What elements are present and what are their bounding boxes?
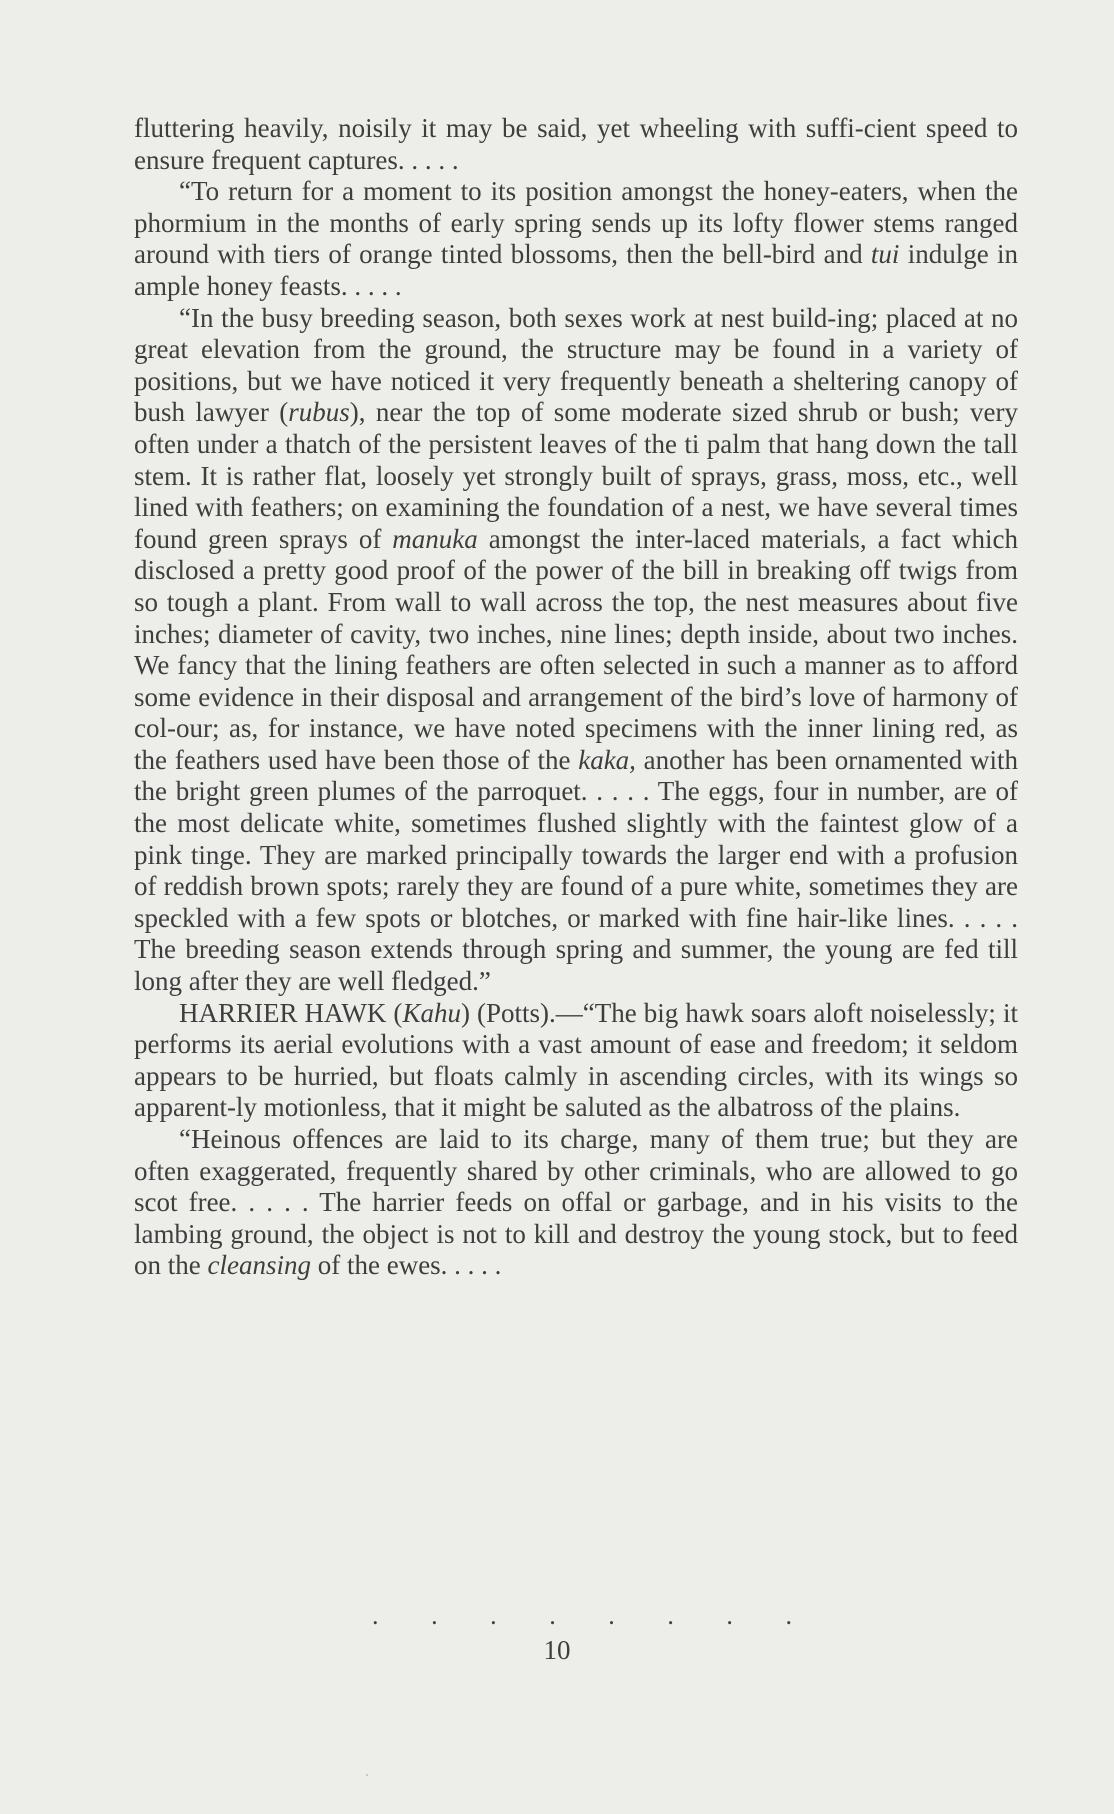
italic-term: manuka [392, 523, 478, 554]
italic-term: rubus [288, 397, 350, 428]
ellipsis-dot: . [608, 1601, 615, 1630]
paragraph [134, 113, 1018, 176]
ellipsis-dot: . [785, 1601, 792, 1630]
ellipsis-dot: . [431, 1601, 438, 1630]
text-run: of the ewes. . . . . [310, 1250, 502, 1281]
paragraph [134, 303, 1018, 998]
ellipsis-dot: . [549, 1601, 556, 1630]
paragraph [134, 176, 1018, 302]
italic-term: tui [870, 239, 900, 270]
text-run: “Heinous offences are laid to its charge, many of them true; but they are often exaggerated, frequently shared by other criminals, who are allowed to go scot free. . . . . The harrier feeds on offal or garbage, and in his visits to the lambing ground, the object is not to kill and destroy the young stock, but to feed on the [134, 1124, 1018, 1281]
text-run: fluttering heavily, noisily it may be said, yet wheeling with suffi-cient speed to ensure frequent captures. . . . . [134, 113, 1018, 175]
ellipsis-dot: . [372, 1601, 379, 1630]
body-text [134, 113, 1018, 1282]
text-run: “To return for a moment to its position amongst the honey-eaters, when the phormium in the months of early spring sends up its lofty flower stems ranged around with tiers of orange tinted blossoms, then the bell-bird and [134, 176, 1018, 270]
italic-term: Kahu [402, 997, 461, 1028]
ellipsis-dot: . [667, 1601, 674, 1630]
text-run: another has been ornamented with the bright green plumes of the parroquet. . . . . The eggs, four in number, are of the most delicate white, sometimes flushed slightly with the faintest glow of a pink tinge. They are marked principally towards the larger end with a profusion of reddish brown spots; rarely they are found of a pure white, sometimes they are speckled with a few spots or blotches, or marked with fine hair-like lines. . . . . The breeding season extends through spring and summer, the young are fed till long after they are well fledged.” [134, 744, 1018, 997]
text-run: “In the busy breeding season, both sexes work at nest build-ing; placed at no great elevation from the ground, the structure may be found in a variety of positions, but we have noticed it very frequently beneath a sheltering canopy of bush lawyer ( [134, 302, 1018, 428]
paragraph [134, 998, 1018, 1124]
text-run: HARRIER HAWK ( [179, 997, 403, 1028]
italic-term: cleansing [207, 1250, 311, 1281]
ellipsis-dot: . [490, 1601, 497, 1630]
ellipsis-row [372, 1601, 792, 1631]
paragraph [134, 1124, 1018, 1282]
text-run: indulge in ample honey feasts. . . . . [134, 239, 1018, 301]
text-run: amongst the inter-laced materials, a fact which disclosed a pretty good proof of the power of the bill in breaking off twigs from so tough a plant. From wall to wall across the top, the nest measures about five inches; diameter of cavity, two inches, nine lines; depth inside, about two inches. We fancy that the lining feathers are often selected in such a manner as to afford some evidence in their disposal and arrangement of the bird’s love of harmony of col-our; as, for instance, we have noted specimens with the inner lining red, as the feathers used have been those of the [134, 523, 1018, 775]
text-run: ) (Potts).—“The big hawk soars aloft noiselessly; it performs its aerial evolutions with a vast amount of ease and freedom; it seldom appears to be hurried, but floats calmly in ascending circles, with its wings so apparent-ly motionless, that it might be saluted as the albatross of the plains. [134, 997, 1018, 1123]
ellipsis-dot: . [726, 1601, 733, 1630]
italic-term: kaka, [578, 744, 636, 775]
text-run: ), near the top of some moderate sized shrub or bush; very often under a thatch of the persistent leaves of the ti palm that hang down the tall stem. It is rather flat, loosely yet strongly built of sprays, grass, moss, etc., well lined with feathers; on examining the foundation of a nest, we have several times found green sprays of [134, 397, 1018, 554]
paper-speck [366, 1774, 368, 1776]
page-number: 10 [543, 1635, 571, 1665]
